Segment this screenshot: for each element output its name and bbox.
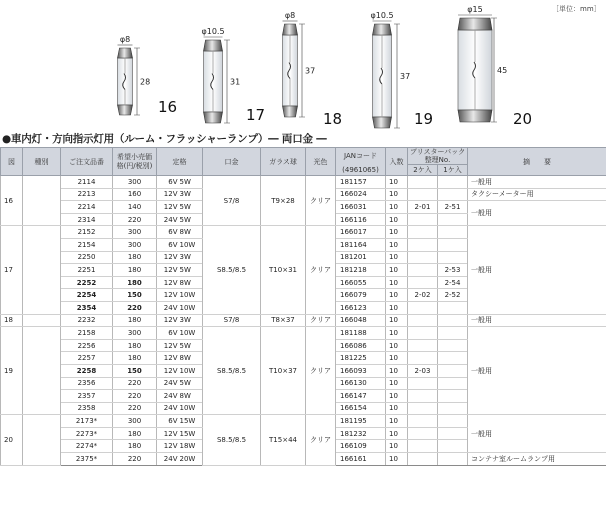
- qty-cell: 10: [386, 176, 408, 189]
- voltage-cell: 24V: [157, 390, 179, 403]
- jan-cell: 166079: [336, 289, 386, 302]
- wattage-cell: 8W: [179, 226, 203, 239]
- order-no-cell: 2158: [61, 327, 113, 340]
- blister-1-cell: [438, 238, 468, 251]
- blister-2-cell: [408, 402, 438, 415]
- wattage-cell: 10W: [179, 238, 203, 251]
- jan-cell: 166024: [336, 188, 386, 201]
- blister-1-cell: [438, 377, 468, 390]
- header-blister-1: 1ケ入: [438, 165, 468, 176]
- price-cell: 150: [113, 364, 157, 377]
- order-no-cell: 2173*: [61, 415, 113, 428]
- figure-number: 18: [323, 110, 343, 128]
- price-cell: 180: [113, 440, 157, 453]
- base-cell: S8.5/8.5: [203, 415, 261, 465]
- jan-cell: 181188: [336, 327, 386, 340]
- order-no-cell: 2356: [61, 377, 113, 390]
- table-row: [1, 226, 606, 239]
- order-no-cell: 2354: [61, 301, 113, 314]
- blister-2-cell: [408, 226, 438, 239]
- jan-cell: 166147: [336, 390, 386, 403]
- header-blister-2: 2ケ入: [408, 165, 438, 176]
- order-no-cell: 2213: [61, 188, 113, 201]
- wattage-cell: 15W: [179, 427, 203, 440]
- header-type: 種別: [23, 148, 61, 176]
- jan-cell: 166109: [336, 440, 386, 453]
- price-cell: 180: [113, 314, 157, 327]
- voltage-cell: 6V: [157, 415, 179, 428]
- price-cell: 180: [113, 339, 157, 352]
- jan-cell: 166130: [336, 377, 386, 390]
- table-row: [1, 327, 606, 340]
- remarks-cell: 一般用: [468, 327, 606, 415]
- order-no-cell: 2251: [61, 264, 113, 277]
- wattage-cell: 18W: [179, 440, 203, 453]
- price-cell: 220: [113, 301, 157, 314]
- blister-2-cell: [408, 339, 438, 352]
- order-no-cell: 2257: [61, 352, 113, 365]
- wattage-cell: 3W: [179, 188, 203, 201]
- wattage-cell: 5W: [179, 176, 203, 189]
- type-cell: [23, 176, 61, 226]
- jan-cell: 181218: [336, 264, 386, 277]
- voltage-cell: 24V: [157, 213, 179, 226]
- voltage-cell: 24V: [157, 301, 179, 314]
- blister-1-cell: 2-54: [438, 276, 468, 289]
- header-glass: ガラス球: [261, 148, 306, 176]
- bulb-figures: [0, 0, 606, 130]
- qty-cell: 10: [386, 213, 408, 226]
- bulb-cap-top-icon: [283, 24, 298, 35]
- glass-cell: T15×44: [261, 415, 306, 465]
- bulb-cap-bottom-icon: [204, 112, 223, 123]
- wattage-cell: 3W: [179, 251, 203, 264]
- qty-cell: 10: [386, 440, 408, 453]
- blister-2-cell: [408, 415, 438, 428]
- price-cell: 220: [113, 453, 157, 466]
- qty-cell: 10: [386, 238, 408, 251]
- jan-cell: 181201: [336, 251, 386, 264]
- qty-cell: 10: [386, 226, 408, 239]
- voltage-cell: 24V: [157, 377, 179, 390]
- remarks-cell: 一般用: [468, 314, 606, 327]
- bulb-cap-bottom-icon: [118, 105, 133, 115]
- price-cell: 220: [113, 213, 157, 226]
- header-price: 希望小売価格(円/税別): [113, 148, 157, 176]
- price-cell: 140: [113, 201, 157, 214]
- base-cell: S8.5/8.5: [203, 327, 261, 415]
- blister-1-cell: [438, 251, 468, 264]
- qty-cell: 10: [386, 377, 408, 390]
- figure-number: 17: [246, 106, 266, 124]
- qty-cell: 10: [386, 453, 408, 466]
- blister-1-cell: 2-53: [438, 264, 468, 277]
- voltage-cell: 6V: [157, 226, 179, 239]
- header-remarks: 摘 要: [468, 148, 606, 176]
- jan-cell: 166086: [336, 339, 386, 352]
- header-color: 光色: [306, 148, 336, 176]
- wattage-cell: 20W: [179, 453, 203, 466]
- blister-1-cell: [438, 427, 468, 440]
- section-title: ●車内灯・方向指示灯用（ルーム・フラッシャーランプ）― 両口金 ―: [2, 133, 327, 145]
- order-no-cell: 2214: [61, 201, 113, 214]
- blister-2-cell: [408, 390, 438, 403]
- remarks-cell: 一般用: [468, 176, 606, 189]
- voltage-cell: 24V: [157, 453, 179, 466]
- blister-2-cell: [408, 440, 438, 453]
- order-no-cell: 2314: [61, 213, 113, 226]
- blister-2-cell: [408, 251, 438, 264]
- bulb-cap-top-icon: [118, 48, 133, 58]
- blister-1-cell: [438, 188, 468, 201]
- blister-2-cell: [408, 264, 438, 277]
- price-cell: 180: [113, 276, 157, 289]
- header-rating: 定格: [157, 148, 203, 176]
- jan-cell: 166055: [336, 276, 386, 289]
- type-cell: [23, 226, 61, 314]
- length-label: 31: [230, 77, 241, 87]
- jan-cell: 166048: [336, 314, 386, 327]
- blister-2-cell: [408, 427, 438, 440]
- voltage-cell: 12V: [157, 314, 179, 327]
- order-no-cell: 2256: [61, 339, 113, 352]
- blister-1-cell: [438, 440, 468, 453]
- wattage-cell: 5W: [179, 264, 203, 277]
- qty-cell: 10: [386, 402, 408, 415]
- header-base: 口金: [203, 148, 261, 176]
- jan-cell: 181225: [336, 352, 386, 365]
- price-cell: 300: [113, 238, 157, 251]
- glass-cell: T8×37: [261, 314, 306, 327]
- qty-cell: 10: [386, 201, 408, 214]
- qty-cell: 10: [386, 264, 408, 277]
- qty-cell: 10: [386, 251, 408, 264]
- blister-2-cell: [408, 301, 438, 314]
- order-no-cell: 2154: [61, 238, 113, 251]
- remarks-cell: 一般用: [468, 201, 606, 226]
- base-cell: S7/8: [203, 176, 261, 226]
- type-cell: [23, 314, 61, 327]
- wattage-cell: 8W: [179, 352, 203, 365]
- blister-2-cell: [408, 188, 438, 201]
- spec-table: [0, 147, 606, 466]
- unit-note: ［単位：mm］: [552, 5, 601, 13]
- header-qty: 入数: [386, 148, 408, 176]
- bulb-cap-top-icon: [373, 24, 392, 35]
- diameter-label: φ8: [284, 11, 296, 20]
- length-label: 37: [305, 66, 316, 76]
- diameter-label: φ8: [119, 35, 131, 44]
- fig-number-cell: 16: [1, 176, 23, 226]
- header-order-no: ご注文品番: [61, 148, 113, 176]
- color-cell: クリア: [306, 415, 336, 465]
- order-no-cell: 2258: [61, 364, 113, 377]
- blister-2-cell: 2-03: [408, 364, 438, 377]
- bulb-drawings: [0, 0, 606, 130]
- voltage-cell: 12V: [157, 201, 179, 214]
- blister-1-cell: [438, 327, 468, 340]
- order-no-cell: 2254: [61, 289, 113, 302]
- price-cell: 180: [113, 264, 157, 277]
- voltage-cell: 12V: [157, 276, 179, 289]
- jan-cell: 166123: [336, 301, 386, 314]
- order-no-cell: 2250: [61, 251, 113, 264]
- jan-cell: 166093: [336, 364, 386, 377]
- blister-1-cell: [438, 176, 468, 189]
- wattage-cell: 10W: [179, 289, 203, 302]
- order-no-cell: 2375*: [61, 453, 113, 466]
- voltage-cell: 12V: [157, 188, 179, 201]
- voltage-cell: 12V: [157, 289, 179, 302]
- fig-number-cell: 19: [1, 327, 23, 415]
- order-no-cell: 2232: [61, 314, 113, 327]
- voltage-cell: 12V: [157, 264, 179, 277]
- blister-1-cell: [438, 402, 468, 415]
- wattage-cell: 5W: [179, 213, 203, 226]
- price-cell: 300: [113, 415, 157, 428]
- jan-cell: 181164: [336, 238, 386, 251]
- blister-1-cell: [438, 364, 468, 377]
- wattage-cell: 10W: [179, 301, 203, 314]
- qty-cell: 10: [386, 327, 408, 340]
- jan-cell: 166161: [336, 453, 386, 466]
- price-cell: 150: [113, 289, 157, 302]
- wattage-cell: 10W: [179, 402, 203, 415]
- remarks-cell: タクシーメーター用: [468, 188, 606, 201]
- qty-cell: 10: [386, 364, 408, 377]
- color-cell: クリア: [306, 327, 336, 415]
- blister-1-cell: [438, 339, 468, 352]
- header-blister: ブリスターパック整理No.: [408, 148, 468, 165]
- price-cell: 180: [113, 427, 157, 440]
- jan-cell: 166154: [336, 402, 386, 415]
- base-cell: S8.5/8.5: [203, 226, 261, 314]
- length-label: 37: [400, 72, 411, 81]
- qty-cell: 10: [386, 276, 408, 289]
- price-cell: 220: [113, 390, 157, 403]
- blister-1-cell: [438, 390, 468, 403]
- qty-cell: 10: [386, 314, 408, 327]
- figure-number: 20: [513, 110, 533, 128]
- blister-2-cell: 2-02: [408, 289, 438, 302]
- type-cell: [23, 415, 61, 465]
- voltage-cell: 12V: [157, 251, 179, 264]
- order-no-cell: 2152: [61, 226, 113, 239]
- qty-cell: 10: [386, 301, 408, 314]
- qty-cell: 10: [386, 390, 408, 403]
- qty-cell: 10: [386, 339, 408, 352]
- wattage-cell: 10W: [179, 364, 203, 377]
- diameter-label: φ10.5: [370, 11, 394, 20]
- wattage-cell: 5W: [179, 339, 203, 352]
- blister-2-cell: [408, 453, 438, 466]
- color-cell: クリア: [306, 176, 336, 226]
- order-no-cell: 2114: [61, 176, 113, 189]
- figure-number: 19: [414, 110, 434, 128]
- glass-cell: T9×28: [261, 176, 306, 226]
- bulb-cap-bottom-icon: [283, 106, 298, 117]
- jan-cell: 181195: [336, 415, 386, 428]
- base-cell: S7/8: [203, 314, 261, 327]
- figure-number: 16: [158, 98, 178, 116]
- qty-cell: 10: [386, 289, 408, 302]
- table-row: [1, 314, 606, 327]
- blister-2-cell: [408, 176, 438, 189]
- order-no-cell: 2274*: [61, 440, 113, 453]
- jan-cell: 166031: [336, 201, 386, 214]
- price-cell: 300: [113, 176, 157, 189]
- voltage-cell: 12V: [157, 427, 179, 440]
- qty-cell: 10: [386, 415, 408, 428]
- voltage-cell: 6V: [157, 176, 179, 189]
- jan-cell: 181157: [336, 176, 386, 189]
- qty-cell: 10: [386, 352, 408, 365]
- blister-1-cell: [438, 415, 468, 428]
- voltage-cell: 12V: [157, 364, 179, 377]
- blister-2-cell: [408, 377, 438, 390]
- spec-table-body: [1, 176, 606, 466]
- color-cell: クリア: [306, 226, 336, 314]
- type-cell: [23, 327, 61, 415]
- fig-number-cell: 17: [1, 226, 23, 314]
- voltage-cell: 6V: [157, 327, 179, 340]
- blister-1-cell: [438, 213, 468, 226]
- jan-cell: 166116: [336, 213, 386, 226]
- table-row: [1, 176, 606, 189]
- glass-cell: T10×37: [261, 327, 306, 415]
- blister-2-cell: [408, 276, 438, 289]
- jan-cell: 166017: [336, 226, 386, 239]
- price-cell: 180: [113, 251, 157, 264]
- remarks-cell: 一般用: [468, 415, 606, 453]
- blister-1-cell: 2-51: [438, 201, 468, 214]
- price-cell: 160: [113, 188, 157, 201]
- length-label: 28: [140, 77, 151, 87]
- wattage-cell: 8W: [179, 390, 203, 403]
- bulb-cap-bottom-icon: [458, 110, 492, 122]
- voltage-cell: 12V: [157, 339, 179, 352]
- qty-cell: 10: [386, 427, 408, 440]
- bulb-cap-bottom-icon: [373, 117, 392, 128]
- blister-2-cell: [408, 213, 438, 226]
- fig-number-cell: 18: [1, 314, 23, 327]
- fig-number-cell: 20: [1, 415, 23, 465]
- price-cell: 220: [113, 402, 157, 415]
- blister-1-cell: [438, 453, 468, 466]
- order-no-cell: 2357: [61, 390, 113, 403]
- bulb-cap-top-icon: [204, 40, 223, 51]
- wattage-cell: 5W: [179, 377, 203, 390]
- bulb-cap-top-icon: [458, 18, 492, 30]
- price-cell: 180: [113, 352, 157, 365]
- remarks-cell: コンテナ室ルームランプ用: [468, 453, 606, 466]
- price-cell: 300: [113, 327, 157, 340]
- jan-cell: 181232: [336, 427, 386, 440]
- wattage-cell: 15W: [179, 415, 203, 428]
- blister-1-cell: [438, 352, 468, 365]
- blister-1-cell: [438, 314, 468, 327]
- voltage-cell: 12V: [157, 440, 179, 453]
- wattage-cell: 8W: [179, 276, 203, 289]
- order-no-cell: 2252: [61, 276, 113, 289]
- wattage-cell: 10W: [179, 327, 203, 340]
- blister-2-cell: [408, 238, 438, 251]
- wattage-cell: 3W: [179, 314, 203, 327]
- remarks-cell: 一般用: [468, 226, 606, 314]
- blister-2-cell: [408, 327, 438, 340]
- diameter-label: φ10.5: [201, 27, 225, 36]
- table-row: [1, 415, 606, 428]
- header-jan: JANコード: [336, 148, 386, 165]
- length-label: 45: [497, 66, 508, 75]
- blister-1-cell: [438, 226, 468, 239]
- glass-cell: T10×31: [261, 226, 306, 314]
- voltage-cell: 12V: [157, 352, 179, 365]
- order-no-cell: 2358: [61, 402, 113, 415]
- blister-1-cell: [438, 301, 468, 314]
- header-fig: 図: [1, 148, 23, 176]
- diameter-label: φ15: [467, 5, 483, 14]
- voltage-cell: 6V: [157, 238, 179, 251]
- order-no-cell: 2273*: [61, 427, 113, 440]
- blister-1-cell: 2-52: [438, 289, 468, 302]
- header-jan-prefix: (4961065): [336, 165, 386, 176]
- color-cell: クリア: [306, 314, 336, 327]
- voltage-cell: 24V: [157, 402, 179, 415]
- qty-cell: 10: [386, 188, 408, 201]
- price-cell: 220: [113, 377, 157, 390]
- blister-2-cell: 2-01: [408, 201, 438, 214]
- price-cell: 300: [113, 226, 157, 239]
- wattage-cell: 5W: [179, 201, 203, 214]
- blister-2-cell: [408, 352, 438, 365]
- blister-2-cell: [408, 314, 438, 327]
